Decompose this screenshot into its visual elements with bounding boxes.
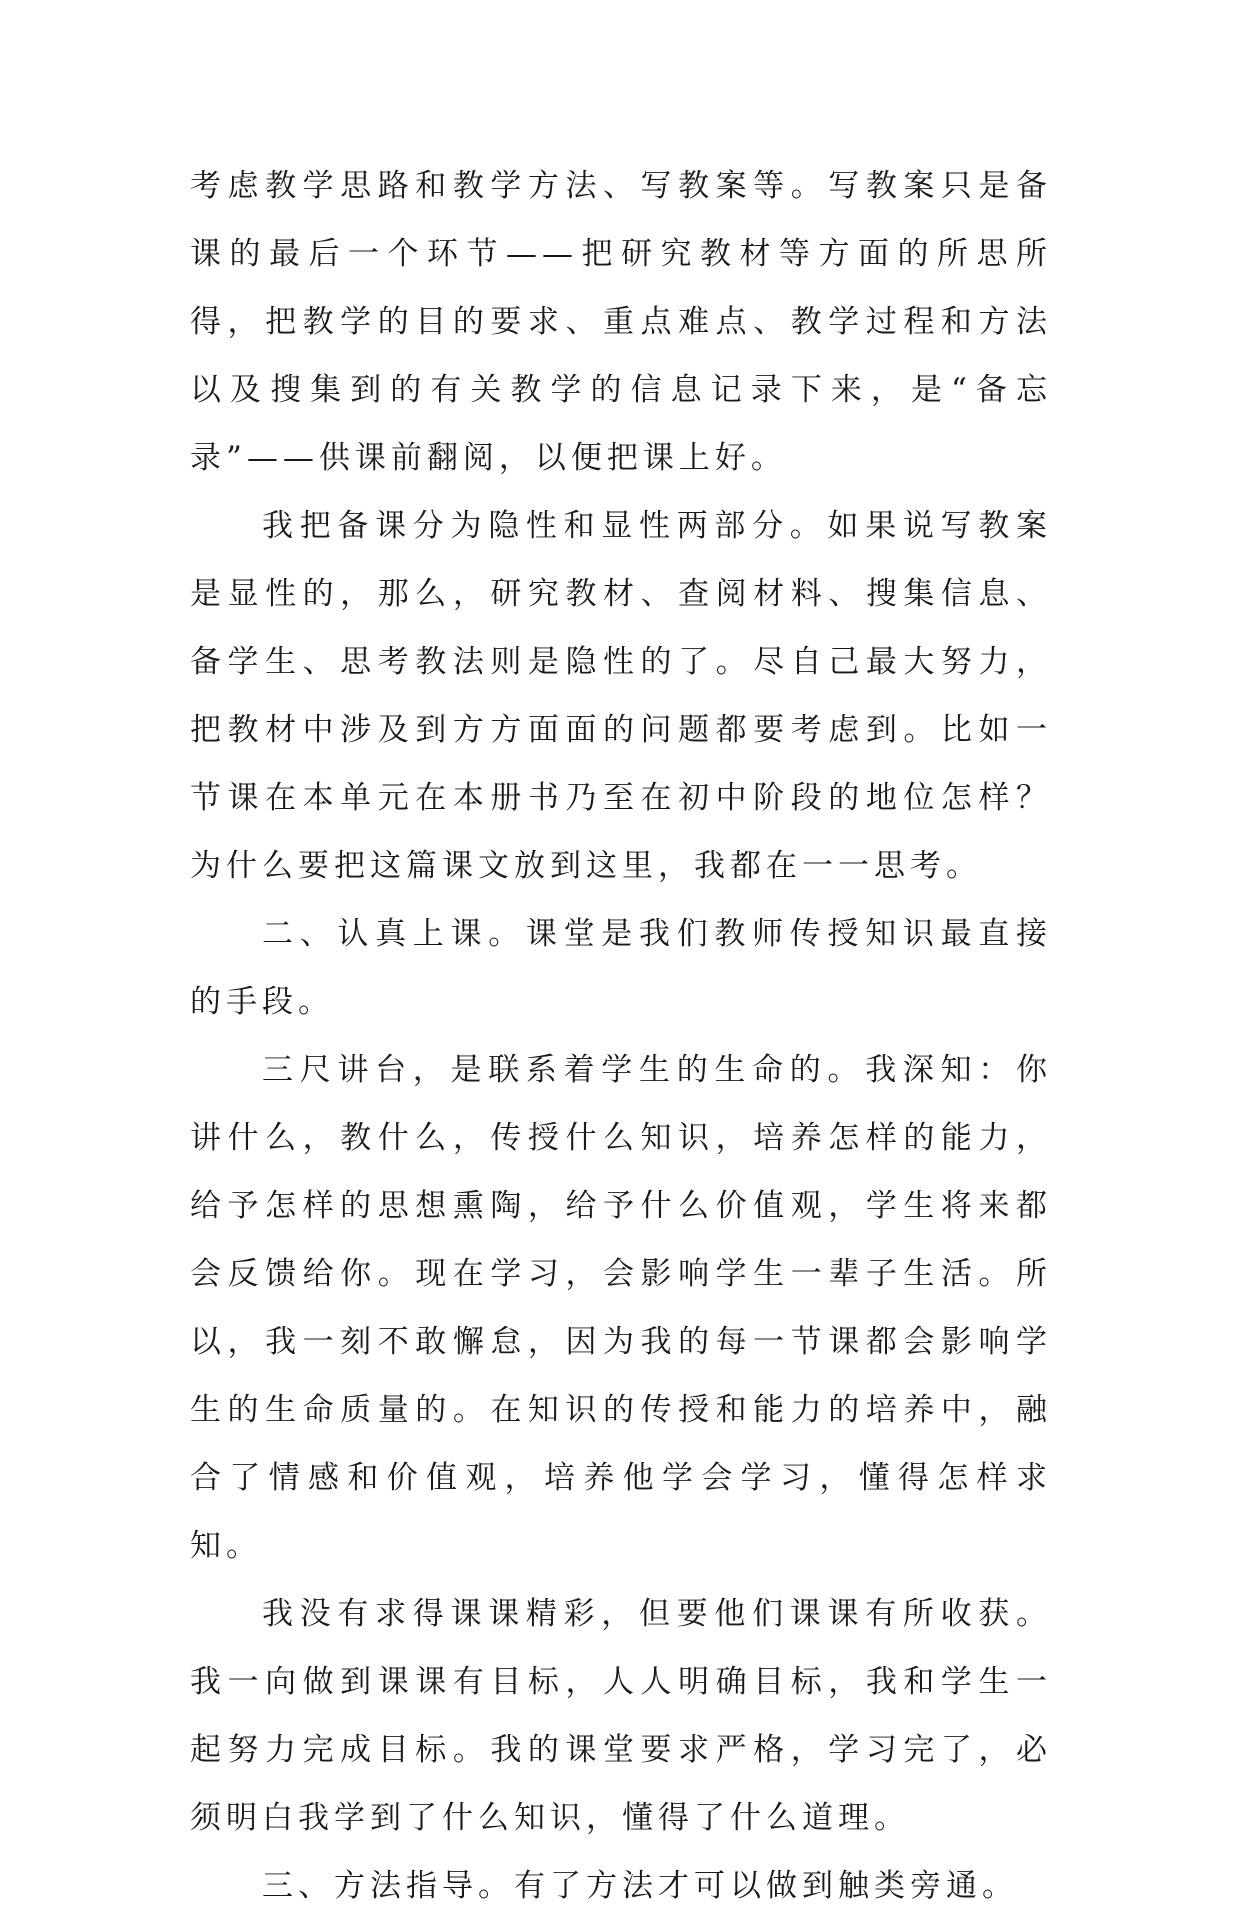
paragraph-5: 我没有求得课课精彩，但要他们课课有所收获。我一向做到课课有目标，人人明确目标，我和学生一起努力完成目标。我的课堂要求严格，学习完了，必须明白我学到了什么知识，懂得了什么道理。 <box>190 1596 1052 1836</box>
paragraph-2: 我把备课分为隐性和显性两部分。如果说写教案是显性的，那么，研究教材、查阅材料、搜集信息、备学生、思考教法则是隐性的了。尽自己最大努力，把教材中涉及到方方面面的问题都要考虑到。比如一节课在本单元在本册书乃至在初中阶段的地位怎样？为什么要把这篇课文放到这里，我都在一一思考。 <box>190 508 1052 884</box>
paragraph-3: 二、认真上课。课堂是我们教师传授知识最直接的手段。 <box>190 916 1052 1020</box>
paragraph-6: 三、方法指导。有了方法才可以做到触类旁通。 <box>262 1868 1018 1904</box>
paragraph-4: 三尺讲台，是联系着学生的生命的。我深知：你讲什么，教什么，传授什么知识，培养怎样的能力，给予怎样的思想熏陶，给予什么价值观，学生将来都会反馈给你。现在学习，会影响学生一辈子生活。所以，我一刻不敢懈怠，因为我的每一节课都会影响学生的生命质量的。在知识的传授和能力的培养中，融合了情感和价值观，培养他学会学习，懂得怎样求知。 <box>190 1052 1052 1564</box>
document-body <box>190 152 1052 1920</box>
paragraph-1: 考虑教学思路和教学方法、写教案等。写教案只是备课的最后一个环节——把研究教材等方面的所思所得，把教学的目的要求、重点难点、教学过程和方法以及搜集到的有关教学的信息记录下来，是“备忘录”——供课前翻阅，以便把课上好。 <box>190 168 1052 476</box>
